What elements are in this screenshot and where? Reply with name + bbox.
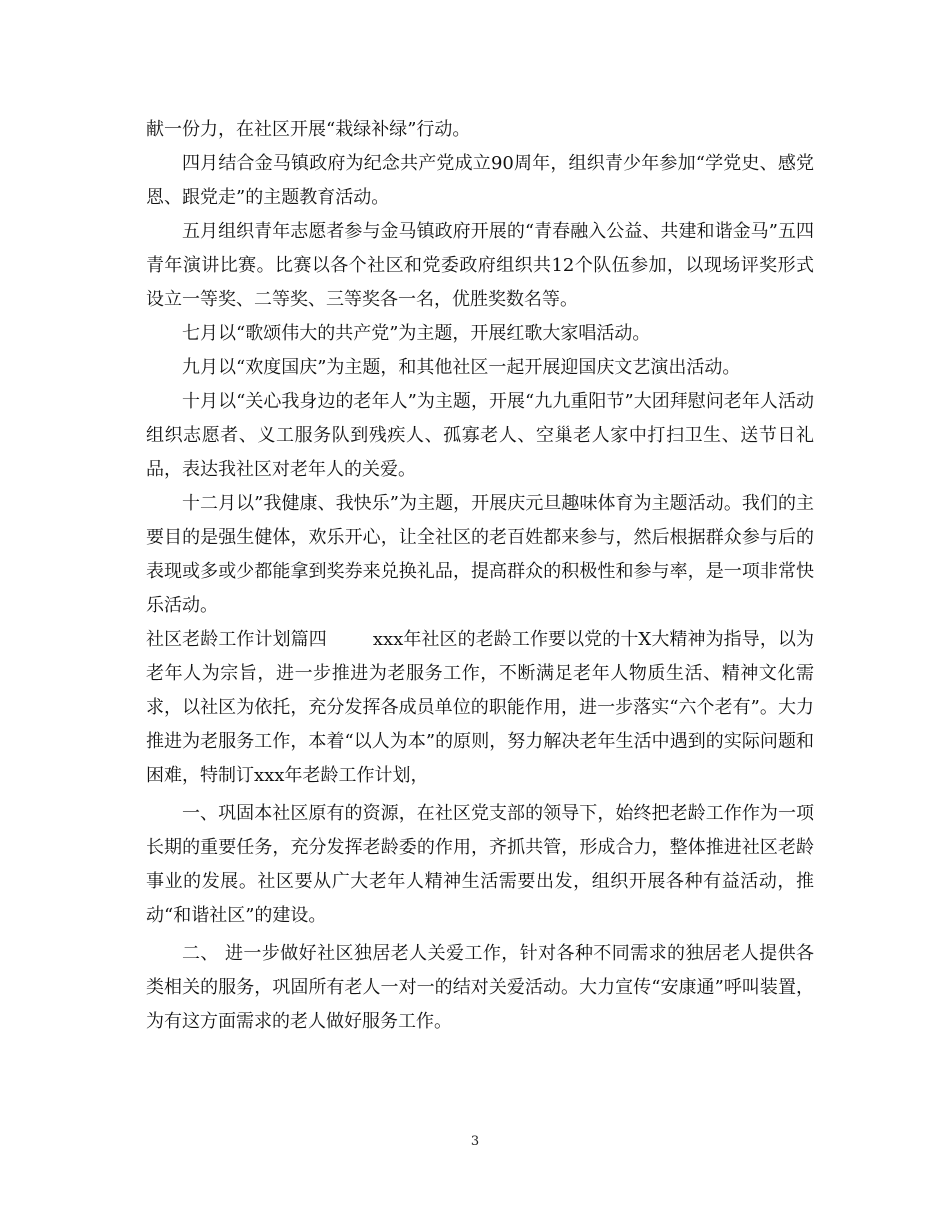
paragraph-1: 献一份力，在社区开展“栽绿补绿”行动。 bbox=[146, 119, 471, 140]
paragraph-3: 五月组织青年志愿者参与金马镇政府开展的“青春融入公益、共建和谐金马”五四青年演讲比赛。比赛以各个社区和党委政府组织共12个队伍参加，以现场评奖形式设立一等奖、二等奖、三等奖各一名，优胜奖数名等。 bbox=[146, 221, 814, 310]
paragraph-6: 十月以“关心我身边的老年人”为主题，开展“九九重阳节”大团拜慰问老年人活动组织志愿者、义工服务队到残疾人、孤寡老人、空巢老人家中打扫卫生、送节日礼品，表达我社区对老年人的关爱。 bbox=[146, 391, 814, 480]
paragraph-4: 七月以“歌颂伟大的共产党”为主题，开展红歌大家唱活动。 bbox=[182, 323, 651, 344]
section-intro: xxx年社区的老龄工作要以党的十X大精神为指导，以为老年人为宗旨，进一步推进为老服务工作，不断满足老年人物质生活、精神文化需求，以社区为依托，充分发挥各成员单位的职能作用，进一步落实“六个老有”。大力推进为老服务工作，本着“以人为本”的原则，努力解决老年生活中遇到的实际问题和困难，特制订xxx年老龄工作计划， bbox=[146, 629, 814, 786]
plan-item-1: 一、巩固本社区原有的资源，在社区党支部的领导下，始终把老龄工作作为一项长期的重要任务，充分发挥老龄委的作用，齐抓共管，形成合力，整体推进社区老龄事业的发展。社区要从广大老年人精神生活需要出发，组织开展各种有益活动，推动“和谐社区”的建设。 bbox=[146, 803, 814, 926]
section-intro-paragraph bbox=[146, 623, 814, 793]
page-number: 3 bbox=[470, 1134, 480, 1149]
section-heading: 社区老龄工作计划篇四 bbox=[146, 629, 327, 650]
paragraph-2: 四月结合金马镇政府为纪念共产党成立90周年，组织青少年参加“学党史、感党恩、跟党走”的主题教育活动。 bbox=[146, 153, 814, 208]
document-body bbox=[146, 113, 814, 1039]
paragraph-5: 九月以“欢度国庆”为主题，和其他社区一起开展迎国庆文艺演出活动。 bbox=[182, 357, 741, 378]
paragraph-7: 十二月以”我健康、我快乐”为主题，开展庆元旦趣味体育为主题活动。我们的主要目的是强生健体，欢乐开心，让全社区的老百姓都来参与，然后根据群众参与后的表现或多或少都能拿到奖券来兑换礼品，提高群众的积极性和参与率，是一项非常快乐活动。 bbox=[146, 493, 814, 616]
plan-item-2: 二、 进一步做好社区独居老人关爱工作，针对各种不同需求的独居老人提供各类相关的服务，巩固所有老人一对一的结对关爱活动。大力宣传“安康通”呼叫装置，为有这方面需求的老人做好服务工作。 bbox=[146, 943, 814, 1032]
